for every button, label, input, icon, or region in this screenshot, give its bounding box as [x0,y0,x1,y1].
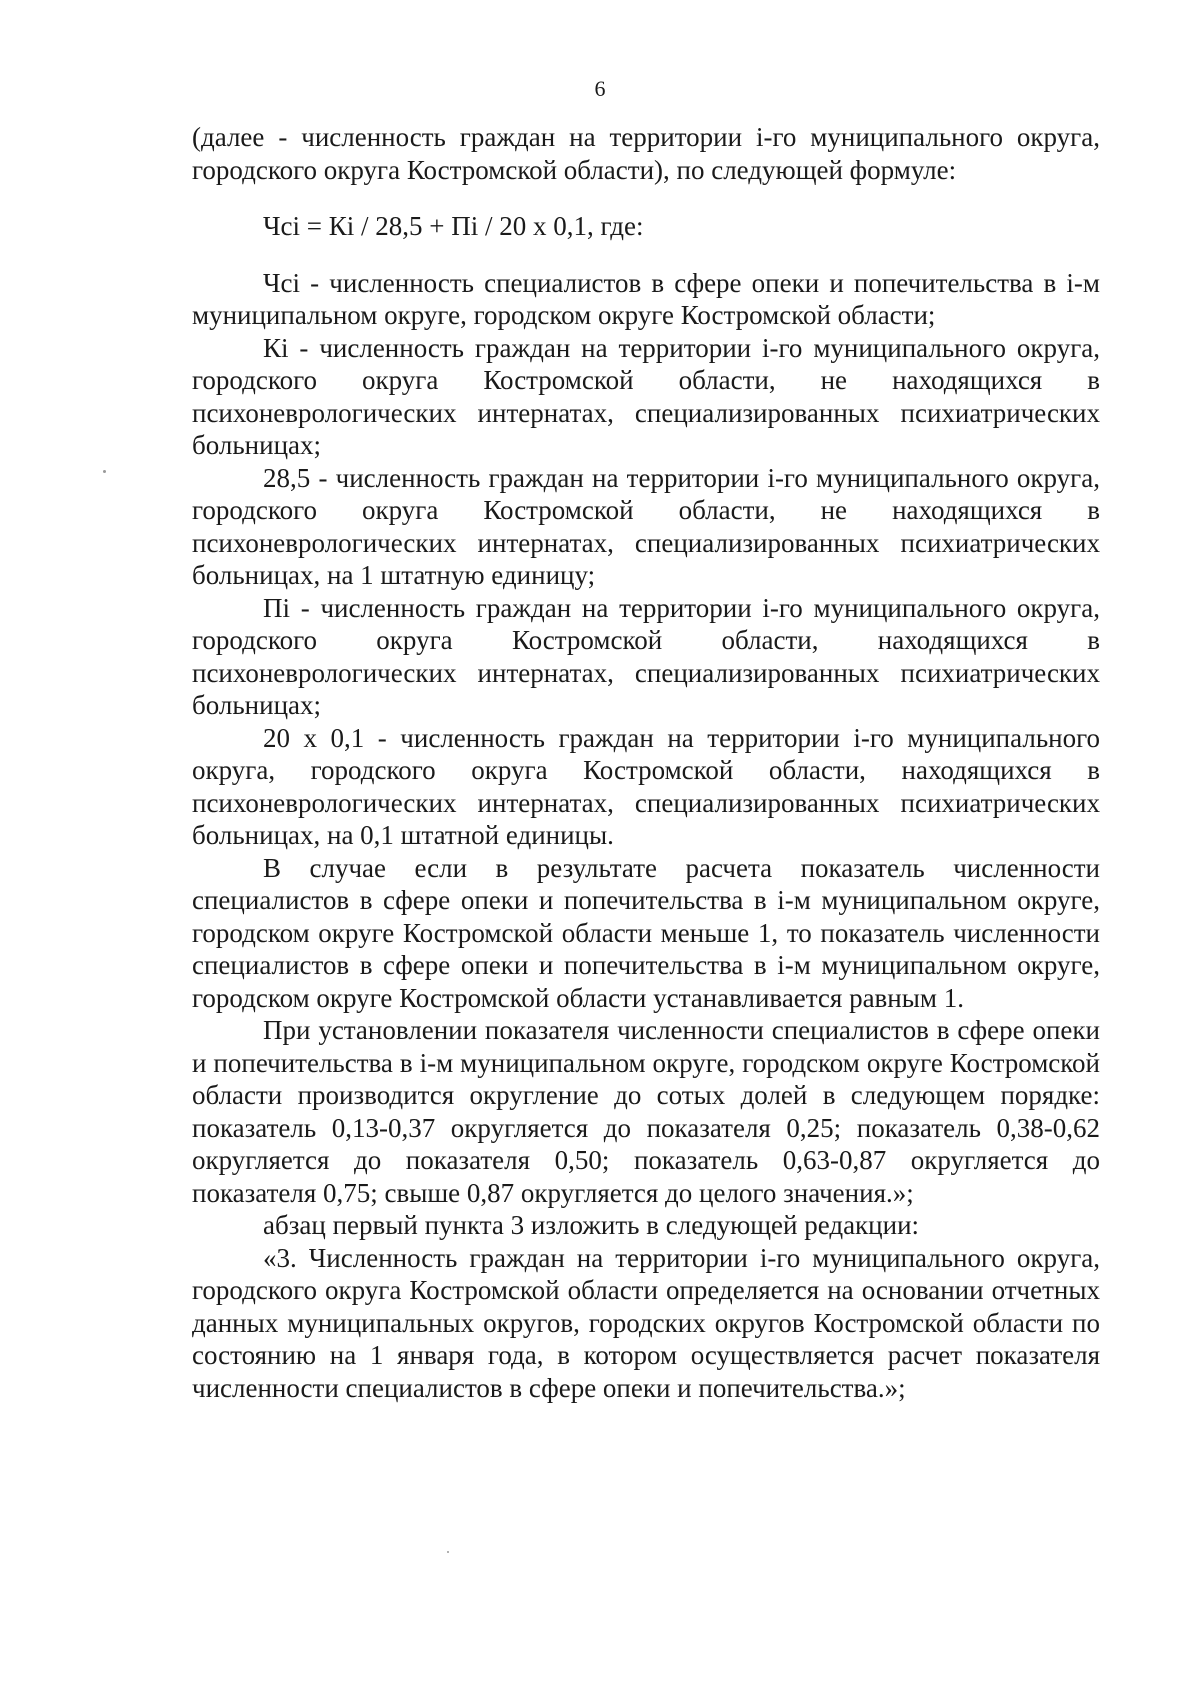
paragraph-chsi-definition: Чсi - численность специалистов в сфере опеки и попечительства в i-м муниципальном округе, городском округе Костромской области; [192,267,1100,330]
paragraph-rounding-rule: При установлении показателя численности специалистов в сфере опеки и попечительства в i-м муниципальном округе, городском округе Костромской области производится округление до сотых долей в следующем порядке: показатель 0,13-0,37 округляется до показателя 0,25; показатель 0,38-0,62 округляется до показателя 0,50; показатель 0,63-0,87 округляется до показателя 0,75; свыше 0,87 округляется до целого значения.»; [192,1015,1100,1208]
intro-paragraph: (далее - численность граждан на территории i-го муниципального округа, городского округа Костромской области), по следующей формуле: [192,122,1100,185]
formula: Чсi = Кi / 28,5 + Пi / 20 х 0,1, где: [263,211,644,241]
paragraph-ki-definition: Кi - численность граждан на территории i-го муниципального округа, городского округа Костромской области, не находящихся в психоневрологических интернатах, специализированных психиатрических больницах; [192,332,1100,460]
scan-speck [103,470,106,473]
paragraph-28-5-definition: 28,5 - численность граждан на территории i-го муниципального округа, городского округа Костромской области, не находящихся в психоневрологических интернатах, специализированных психиатрических больницах, на 1 штатную единицу; [192,462,1100,590]
paragraph-minimum-rule: В случае если в результате расчета показатель численности специалистов в сфере опеки и попечительства в i-м муниципальном округе, городском округе Костромской области меньше 1, то показатель численности специалистов в сфере опеки и попечительства в i-м муниципальном округе, городском округе Костромской области устанавливается равным 1. [192,852,1100,1013]
paragraph-amendment-instruction: абзац первый пункта 3 изложить в следующей редакции: [263,1210,920,1240]
paragraph-pi-definition: Пi - численность граждан на территории i-го муниципального округа, городского округа Костромской области, находящихся в психоневрологических интернатах, специализированных психиатрических больницах; [192,592,1100,720]
page-number: 6 [594,76,606,101]
scan-speck [447,1551,449,1553]
document-body [192,121,1100,1404]
paragraph-20x01-definition: 20 х 0,1 - численность граждан на территории i-го муниципального округа, городского округа Костромской области, находящихся в психоневрологических интернатах, специализированных психиатрических больницах, на 0,1 штатной единицы. [192,722,1100,850]
paragraph-point-3: «3. Численность граждан на территории i-го муниципального округа, городского округа Костромской области определяется на основании отчетных данных муниципальных округов, городских округов Костромской области по состоянию на 1 января года, в котором осуществляется расчет показателя численности специалистов в сфере опеки и попечительства.»; [192,1242,1100,1403]
